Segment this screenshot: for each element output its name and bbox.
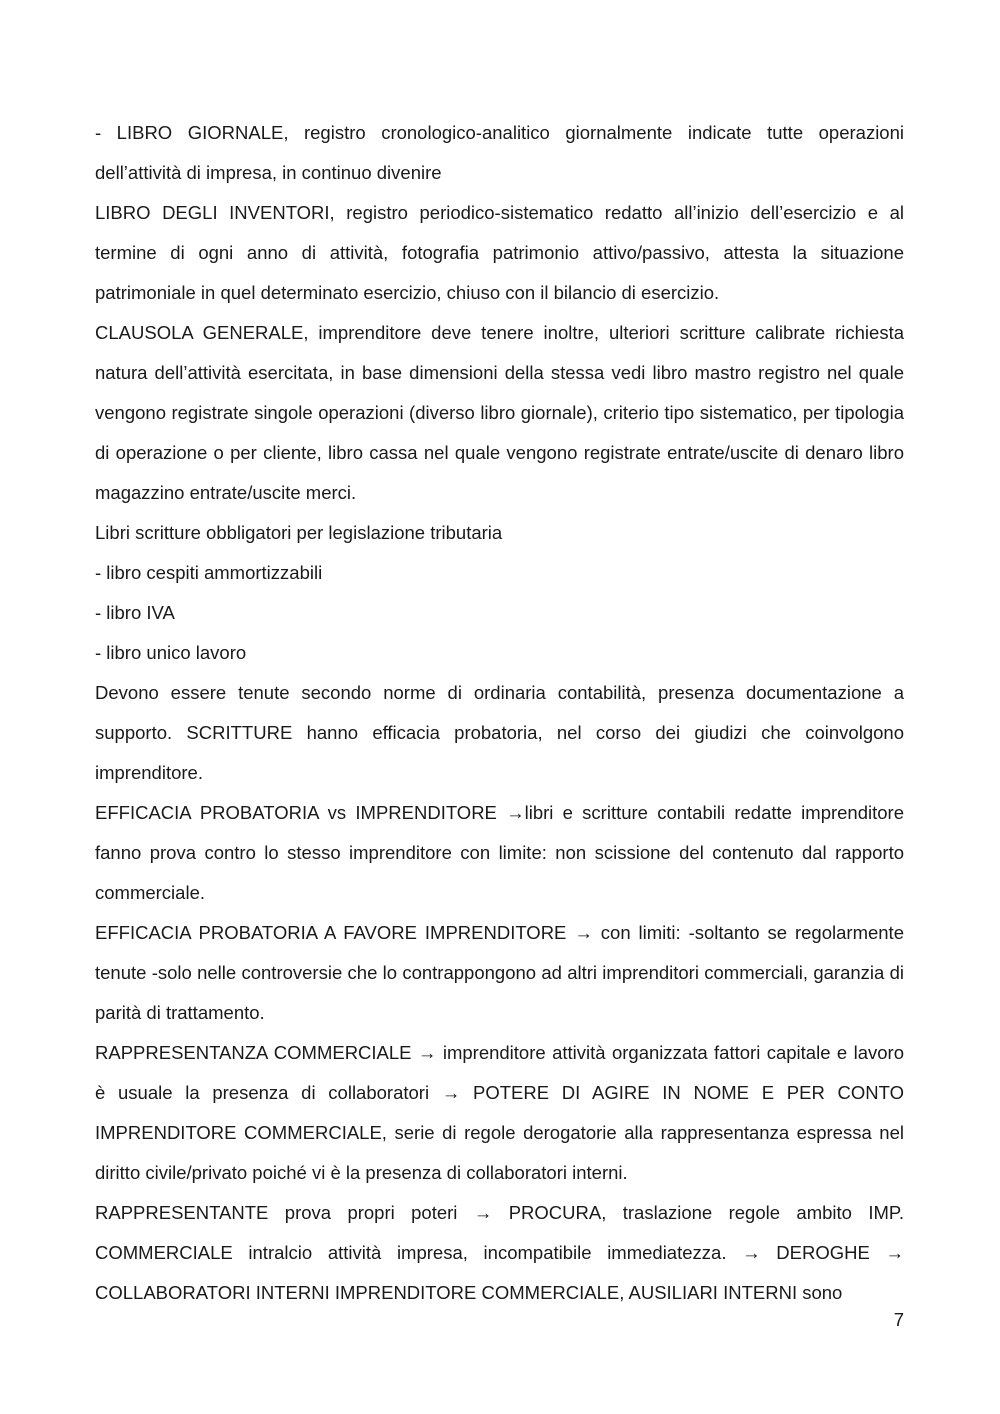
list-item-cespiti: - libro cespiti ammortizzabili xyxy=(95,562,323,583)
paragraph-rappresentante: RAPPRESENTANTE prova propri poteri → PROCURA, traslazione regole ambito IMP. COMMERCIALE intralcio attività impresa, incompatibile immediatezza. → DEROGHE → COLLABORATORI INTERNI IMPRENDITORE COMMERCIALE, AUSILIARI INTERNI sono xyxy=(95,1202,904,1303)
paragraph-libri-tributari-heading: Libri scritture obbligatori per legislazione tributaria xyxy=(95,522,503,543)
page-number: 7 xyxy=(893,1309,904,1330)
list-item-lavoro: - libro unico lavoro xyxy=(95,642,247,663)
paragraph-tenuta-scritture: Devono essere tenute secondo norme di ordinaria contabilità, presenza documentazione a supporto. SCRITTURE hanno efficacia probatoria, nel corso dei giudizi che coinvolgono imprenditore. xyxy=(95,682,904,783)
list-item-iva: - libro IVA xyxy=(95,602,175,623)
paragraph-efficacia-favore: EFFICACIA PROBATORIA A FAVORE IMPRENDITORE → con limiti: -soltanto se regolarmente tenute -solo nelle controversie che lo contrappongono ad altri imprenditori commerciali, garanzia di parità di trattamento. xyxy=(95,922,904,1023)
paragraph-libro-giornale: - LIBRO GIORNALE, registro cronologico-analitico giornalmente indicate tutte operazioni dell’attività di impresa, in continuo divenire xyxy=(95,122,904,183)
paragraph-efficacia-contro: EFFICACIA PROBATORIA vs IMPRENDITORE →libri e scritture contabili redatte imprenditore fanno prova contro lo stesso imprenditore con limite: non scissione del contenuto dal rapporto commerciale. xyxy=(95,802,904,903)
document-body xyxy=(95,113,904,1313)
paragraph-rappresentanza: RAPPRESENTANZA COMMERCIALE → imprenditore attività organizzata fattori capitale e lavoro è usuale la presenza di collaboratori → POTERE DI AGIRE IN NOME E PER CONTO IMPRENDITORE COMMERCIALE, serie di regole derogatorie alla rappresentanza espressa nel diritto civile/privato poiché vi è la presenza di collaboratori interni. xyxy=(95,1042,904,1183)
paragraph-clausola-generale: CLAUSOLA GENERALE, imprenditore deve tenere inoltre, ulteriori scritture calibrate richiesta natura dell’attività esercitata, in base dimensioni della stessa vedi libro mastro registro nel quale vengono registrate singole operazioni (diverso libro giornale), criterio tipo sistematico, per tipologia di operazione o per cliente, libro cassa nel quale vengono registrate entrate/uscite di denaro libro magazzino entrate/uscite merci. xyxy=(95,322,904,503)
paragraph-libro-inventori: LIBRO DEGLI INVENTORI, registro periodico-sistematico redatto all’inizio dell’esercizio e al termine di ogni anno di attività, fotografia patrimonio attivo/passivo, attesta la situazione patrimoniale in quel determinato esercizio, chiuso con il bilancio di esercizio. xyxy=(95,202,904,303)
